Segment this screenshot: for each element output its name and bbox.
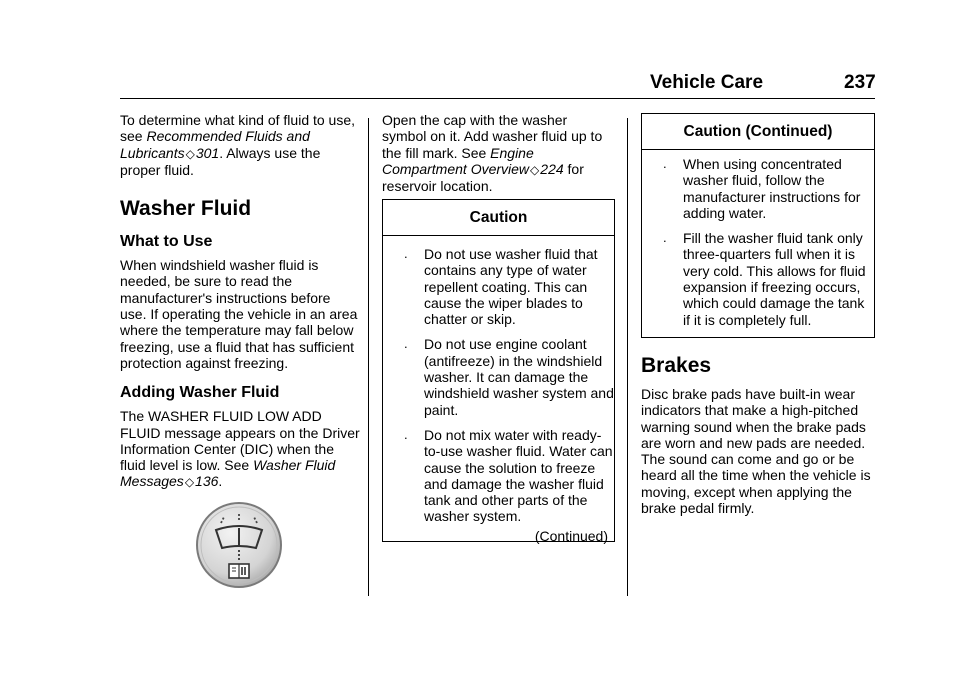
caution-item-text: Do not use engine coolant (antifreeze) in the windshield washer. It can damage the windshield washer system and paint. [424,336,614,418]
intro-text-end: . Always use the proper fluid. [120,144,321,178]
bullet-icon: . [404,246,408,261]
header-rule [120,98,875,99]
continued-label: (Continued) [534,527,608,544]
list-item [383,336,614,417]
caution-item-text: Fill the washer fluid tank only three-quarters full when it is very cold. This allows for fluid expansion if freezing occurs, which could damage the tank if it is completely full. [683,230,866,328]
page-header [0,72,960,98]
what-to-use-paragraph: When windshield washer fluid is needed, be sure to read the manufacturer's instructions before use. If operating the vehicle in an area where the temperature may fall below freezing, use a fluid that has sufficient protection against freezing. [120,257,358,371]
caution-continued-box [641,113,875,338]
engine-compartment-page-ref[interactable]: 224 [540,160,564,177]
column-divider-right [627,118,628,596]
caution-title: Caution [383,200,614,236]
adding-washer-fluid-heading: Adding Washer Fluid [120,384,280,402]
caution-item-text: Do not use washer fluid that contains any type of water repellent coating. This can cause the wiper blades to chatter or skip. [424,246,598,328]
intro-text: To determine what kind of fluid to use, see [120,112,356,145]
brakes-heading: Brakes [641,354,712,377]
column-2 [382,112,614,194]
fill-instructions-paragraph [382,112,614,194]
page-ref-arrow-icon: ◇ [530,162,540,177]
intro-page-ref[interactable]: 301 [195,144,220,161]
engine-compartment-reference[interactable]: Engine Compartment Overview [382,144,534,177]
bullet-icon: . [404,426,408,442]
column-divider-left [368,118,369,596]
column-1 [120,112,360,491]
intro-reference[interactable]: Recommended Fluids and Lubricants [120,128,310,161]
list-item [642,156,874,221]
brakes-section [641,354,877,516]
list-item [642,230,874,328]
adding-text: The WASHER FLUID LOW ADD FLUID message appears on the Driver Information Center (DIC) when the fluid level is low. See [120,408,360,474]
fill-text: Open the cap with the washer symbol on it. Add washer fluid up to the fill mark. See [382,112,603,161]
page-ref-arrow-icon: ◇ [184,475,195,490]
caution-continued-list [642,156,874,328]
list-item [383,246,614,327]
caution-item-text: Do not mix water with ready-to-use washer fluid. Water can cause the solution to freeze and damage the washer fluid tank and other parts of the washer system. [424,426,613,525]
what-to-use-heading: What to Use [120,233,213,251]
adding-washer-fluid-paragraph [120,408,360,490]
fill-text-end: for reservoir location. [382,160,584,195]
bullet-icon: . [404,336,408,352]
header-title: Vehicle Care [650,72,764,93]
list-item [383,427,614,525]
brakes-paragraph: Disc brake pads have built-in wear indicators that make a high-pitched warning sound when the brake pads are worn and new pads are needed. The sound can come and go or be heard all the time when the vehicle is moving, except when applying the brake pedal firmly. [641,386,871,517]
bullet-icon: . [663,230,667,246]
intro-paragraph [120,112,360,178]
washer-fluid-cap-icon [194,500,284,590]
caution-list [383,246,614,525]
bullet-icon: . [663,156,667,171]
caution-box [382,199,615,542]
page-number: 237 [844,72,876,93]
washer-fluid-heading: Washer Fluid [120,197,252,221]
adding-page-ref[interactable]: 136 [195,473,219,490]
page-ref-arrow-icon: ◇ [185,146,195,161]
caution-continued-title: Caution (Continued) [642,114,874,150]
caution-item-text: When using concentrated washer fluid, follow the manufacturer instructions for adding water. [683,156,861,221]
adding-text-end: . [218,473,223,490]
adding-reference[interactable]: Washer Fluid Messages [120,457,336,490]
